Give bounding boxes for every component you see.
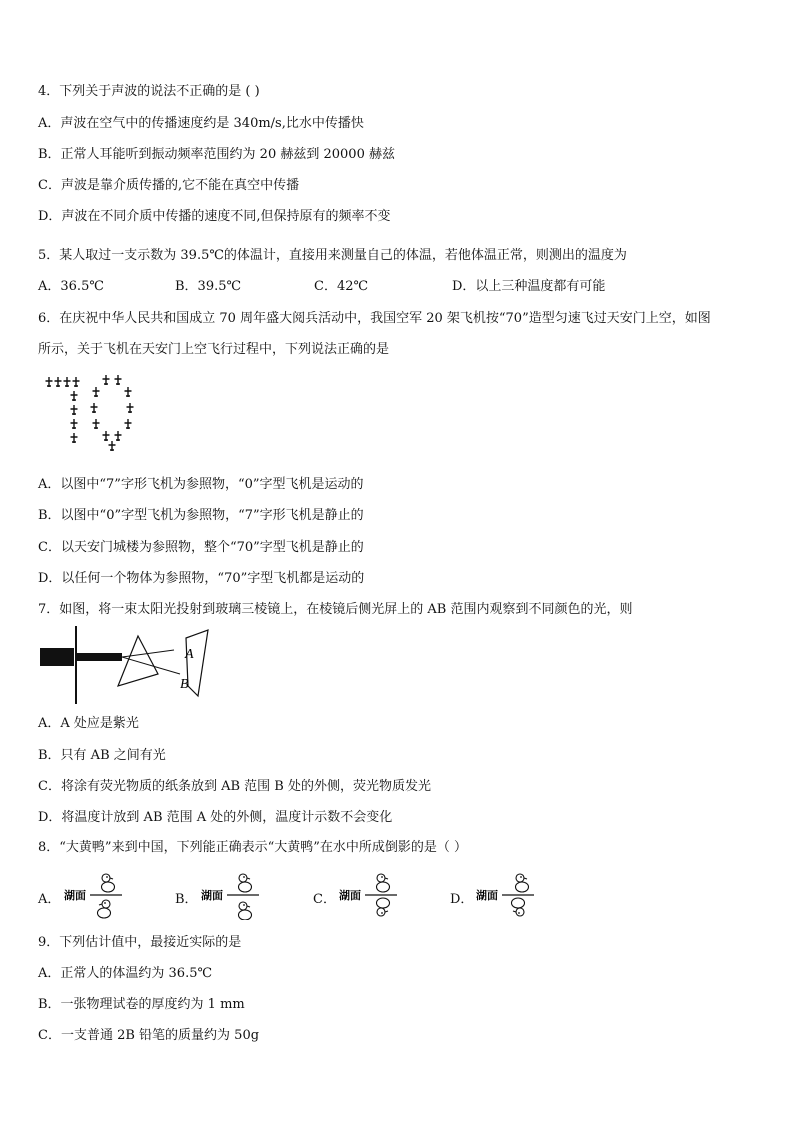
question-8-stem: 8．“大黄鸭”来到中国，下列能正确表示“大黄鸭”在水中所成倒影的是（ ）	[38, 840, 467, 855]
question-6-option-d: D．以任何一个物体为参照物，“70”字型飞机都是运动的	[38, 571, 365, 586]
question-7-option-d: D．将温度计放到 AB 范围 A 处的外侧，温度计示数不会变化	[38, 810, 393, 825]
question-5-option-b: B．39.5℃	[175, 279, 242, 294]
question-5-option-d: D．以上三种温度都有可能	[452, 279, 606, 294]
question-4-option-d: D．声波在不同介质中传播的速度不同,但保持原有的频率不变	[38, 209, 391, 224]
question-5-options	[38, 278, 758, 296]
question-9-option-b: B．一张物理试卷的厚度约为 1 mm	[38, 997, 245, 1012]
prism-triangle	[118, 636, 158, 686]
prism-dispersion-figure	[38, 624, 218, 710]
question-6-option-c: C．以天安门城楼为参照物，整个“70”字型飞机是静止的	[38, 540, 364, 555]
lake-surface-label: 湖面	[339, 889, 361, 902]
question-4-stem: 4．下列关于声波的说法不正确的是 ( )	[38, 84, 260, 99]
light-source-block	[40, 648, 74, 666]
question-4-option-b: B．正常人耳能听到振动频率范围约为 20 赫兹到 20000 赫兹	[38, 147, 395, 162]
question-7-stem: 7．如图，将一束太阳光投射到玻璃三棱镜上，在棱镜后侧光屏上的 AB 范围内观察到不同颜色的光，则	[38, 602, 633, 617]
question-4-option-c: C．声波是靠介质传播的,它不能在真空中传播	[38, 178, 300, 193]
question-6-stem-line-1: 6．在庆祝中华人民共和国成立 70 周年盛大阅兵活动中，我国空军 20 架飞机按“70”造型匀速飞过天安门上空，如图	[38, 311, 711, 326]
question-7-option-b: B．只有 AB 之间有光	[38, 748, 166, 763]
question-6-option-a: A．以图中“7”字形飞机为参照物，“0”字型飞机是运动的	[38, 477, 364, 492]
light-screen	[186, 630, 208, 696]
figure-label-b: B	[180, 677, 189, 692]
airplane-formation-70-figure	[44, 374, 144, 458]
question-4-option-a: A．声波在空气中的传播速度约是 340m/s,比水中传播快	[38, 116, 364, 131]
question-6-stem-line-2: 所示，关于飞机在天安门上空飞行过程中，下列说法正确的是	[38, 342, 390, 357]
light-beam	[76, 653, 122, 661]
lake-surface-label: 湖面	[201, 889, 223, 902]
question-5-option-c: C．42℃	[314, 279, 369, 294]
lake-surface-label: 湖面	[64, 889, 86, 902]
question-9-option-a: A．正常人的体温约为 36.5℃	[38, 966, 213, 981]
question-9-stem: 9．下列估计值中，最接近实际的是	[38, 935, 242, 950]
question-7-option-c: C．将涂有荧光物质的纸条放到 AB 范围 B 处的外侧，荧光物质发光	[38, 779, 431, 794]
question-7-option-a: A．A 处应是紫光	[38, 716, 139, 731]
lake-surface-label: 湖面	[476, 889, 498, 902]
question-6-option-b: B．以图中“0”字型飞机为参照物，“7”字形飞机是静止的	[38, 508, 364, 523]
question-9-option-c: C．一支普通 2B 铅笔的质量约为 50g	[38, 1028, 260, 1043]
figure-label-a: A	[185, 647, 194, 662]
question-5-option-a: A．36.5℃	[38, 279, 104, 294]
question-5-stem: 5．某人取过一支示数为 39.5℃的体温计，直接用来测量自己的体温，若他体温正常，则测出的温度为	[38, 248, 627, 263]
